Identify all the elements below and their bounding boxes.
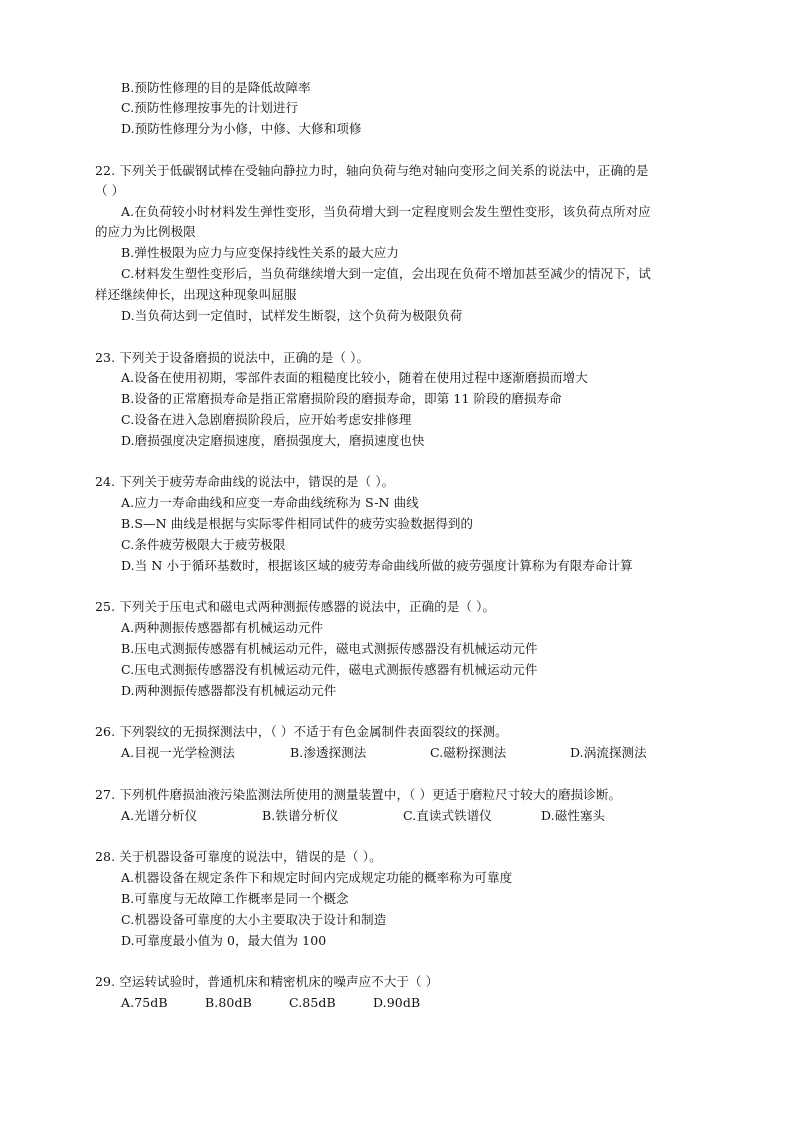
q27-option-a: A.光谱分析仪 — [121, 808, 198, 823]
q28-option-a: A.机器设备在规定条件下和规定时间内完成规定功能的概率称为可靠度 — [121, 870, 513, 885]
q28-option-c: C.机器设备可靠度的大小主要取决于设计和制造 — [121, 912, 387, 927]
q29-option-d: D.90dB — [373, 995, 421, 1010]
q23-option-c: C.设备在进入急剧磨损阶段后，应开始考虑安排修理 — [121, 412, 412, 427]
q27-option-d: D.磁性塞头 — [541, 808, 606, 823]
q28-option-b: B.可靠度与无故障工作概率是同一个概念 — [121, 891, 349, 906]
q22-option-a: A.在负荷较小时材料发生弹性变形，当负荷增大到一定程度则会发生塑性变形，该负荷点所对应 — [121, 204, 651, 219]
q26-stem: 26. 下列裂纹的无损探测法中，（ ）不适于有色金属制件表面裂纹的探测。 — [95, 724, 508, 739]
q28-option-d: D.可靠度最小值为 0，最大值为 100 — [121, 933, 327, 948]
q25-option-c: C.压电式测振传感器没有机械运动元件，磁电式测振传感器有机械运动元件 — [121, 662, 538, 677]
q22-option-b: B.弹性极限为应力与应变保持线性关系的最大应力 — [121, 245, 399, 260]
q27-option-c: C.直读式铁谱仪 — [403, 808, 492, 823]
q27-stem: 27. 下列机件磨损油液污染监测法所使用的测量装置中，（ ）更适于磨粒尺寸较大的磨损诊断。 — [95, 787, 622, 802]
q25-option-d: D.两种测振传感器都没有机械运动元件 — [121, 683, 337, 698]
q23-option-a: A.设备在使用初期，零部件表面的粗糙度比较小，随着在使用过程中逐渐磨损而增大 — [121, 370, 588, 385]
q22-option-d: D.当负荷达到一定值时，试样发生断裂，这个负荷为极限负荷 — [121, 308, 463, 323]
q26-option-b: B.渗透探测法 — [290, 745, 367, 760]
q23-stem: 23. 下列关于设备磨损的说法中，正确的是（ ）。 — [95, 350, 370, 365]
q29-option-b: B.80dB — [205, 995, 252, 1010]
q25-stem: 25. 下列关于压电式和磁电式两种测振传感器的说法中，正确的是（ ）。 — [95, 599, 496, 614]
q29-stem: 29. 空运转试验时，普通机床和精密机床的噪声应不大于（ ） — [95, 974, 439, 989]
q24-option-b: B.S—N 曲线是根据与实际零件相同试件的疲劳实验数据得到的 — [121, 516, 474, 531]
q22-stem: 22. 下列关于低碳钢试棒在受轴向静拉力时，轴向负荷与绝对轴向变形之间关系的说法中，正确的是 — [95, 163, 649, 178]
q25-option-b: B.压电式测振传感器有机械运动元件，磁电式测振传感器没有机械运动元件 — [121, 641, 538, 656]
q26-option-c: C.磁粉探测法 — [430, 745, 507, 760]
q22-option-c: C.材料发生塑性变形后，当负荷继续增大到一定值，会出现在负荷不增加甚至减少的情况下，试 — [121, 266, 651, 281]
q28-stem: 28. 关于机器设备可靠度的说法中，错误的是（ ）。 — [95, 849, 382, 864]
q26-option-d: D.涡流探测法 — [570, 745, 647, 760]
q24-option-c: C.条件疲劳极限大于疲劳极限 — [121, 537, 286, 552]
q26-option-a: A.目视一光学检测法 — [121, 745, 236, 760]
q25-option-a: A.两种测振传感器都有机械运动元件 — [121, 620, 324, 635]
prev-option-d: D.预防性修理分为小修，中修、大修和项修 — [121, 121, 362, 136]
q24-option-a: A.应力一寿命曲线和应变一寿命曲线统称为 S-N 曲线 — [121, 495, 419, 510]
q29-option-c: C.85dB — [289, 995, 336, 1010]
q23-option-b: B.设备的正常磨损寿命是指正常磨损阶段的磨损寿命，即第 11 阶段的磨损寿命 — [121, 391, 562, 406]
q24-option-d: D.当 N 小于循环基数时，根据该区域的疲劳寿命曲线所做的疲劳强度计算称为有限寿命计算 — [121, 558, 633, 573]
q29-option-a: A.75dB — [121, 995, 168, 1010]
prev-option-c: C.预防性修理按事先的计划进行 — [121, 100, 299, 115]
q24-stem: 24. 下列关于疲劳寿命曲线的说法中，错误的是（ ）。 — [95, 474, 395, 489]
q22-stem-cont: （ ） — [95, 183, 125, 198]
q22-option-a-cont: 的应力为比例极限 — [95, 224, 196, 239]
prev-option-b: B.预防性修理的目的是降低故障率 — [121, 80, 311, 95]
q27-option-b: B.铁谱分析仪 — [262, 808, 339, 823]
q22-option-c-cont: 样还继续伸长，出现这种现象叫屈服 — [95, 287, 297, 302]
q23-option-d: D.磨损强度决定磨损速度，磨损强度大，磨损速度也快 — [121, 433, 425, 448]
